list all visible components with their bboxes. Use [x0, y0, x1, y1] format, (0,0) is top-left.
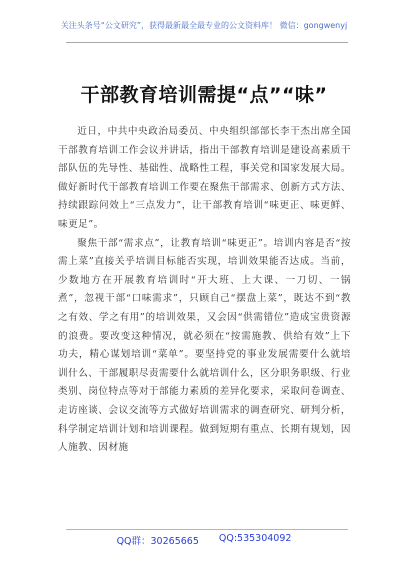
- footer-qq-group: QQ群：30265665: [116, 536, 199, 547]
- footer-divider: [66, 529, 348, 530]
- paragraph: 近日，中共中央政治局委员、中央组织部部长李干杰出席全国干部教育培训工作会议并讲话，指出干部教育培训是建设高素质干部队伍的先导性、基础性、战略性工程，事关党和国家发展大局。做好新时代干部教育培训工作要在聚焦干部需求、创新方式方法、持续跟踪问效上“三点发力”，让干部教育培训“味更正、味更鲜、味更足”。: [58, 126, 351, 230]
- document-title: 干部教育培训需提“点”“味”: [80, 84, 328, 106]
- document-body: [58, 123, 351, 458]
- footer: [0, 533, 408, 547]
- header-divider: [66, 42, 348, 43]
- footer-qq: QQ:535304092: [218, 533, 292, 544]
- header-banner: 关注头条号“公文研究”，获得最新最全最专业的公文资料库！ 微信：gongwenyj: [60, 21, 348, 30]
- paragraph: 聚焦干部“需求点”，让教育培训“味更正”。培训内容是否“按需上菜”直接关乎培训目标能否实现，培训效果能否达成。当前，少数地方在开展教育培训时“开大班、上大课、一刀切、一锅煮”，忽视干部“口味需求”，只顾自己“摆盘上菜”，既达不到“教之有效、学之有用”的培训效果，又会因“供需错位”造成宝贵资源的浪费。要改变这种情况，就必须在“按需施教、供给有效”上下功夫，精心谋划培训“菜单”。要坚持党的事业发展需要什么就培训什么、干部履职尽责需要什么就培训什么，区分职务职级、行业类别、岗位特点等对于部能力素质的差异化要求，采取问卷调查、走访座谈、会议交流等方式做好培训需求的调查研究、研判分析，科学制定培训计划和培训课程。做到短期有重点、长期有规划，因人施教、因材施: [58, 237, 351, 454]
